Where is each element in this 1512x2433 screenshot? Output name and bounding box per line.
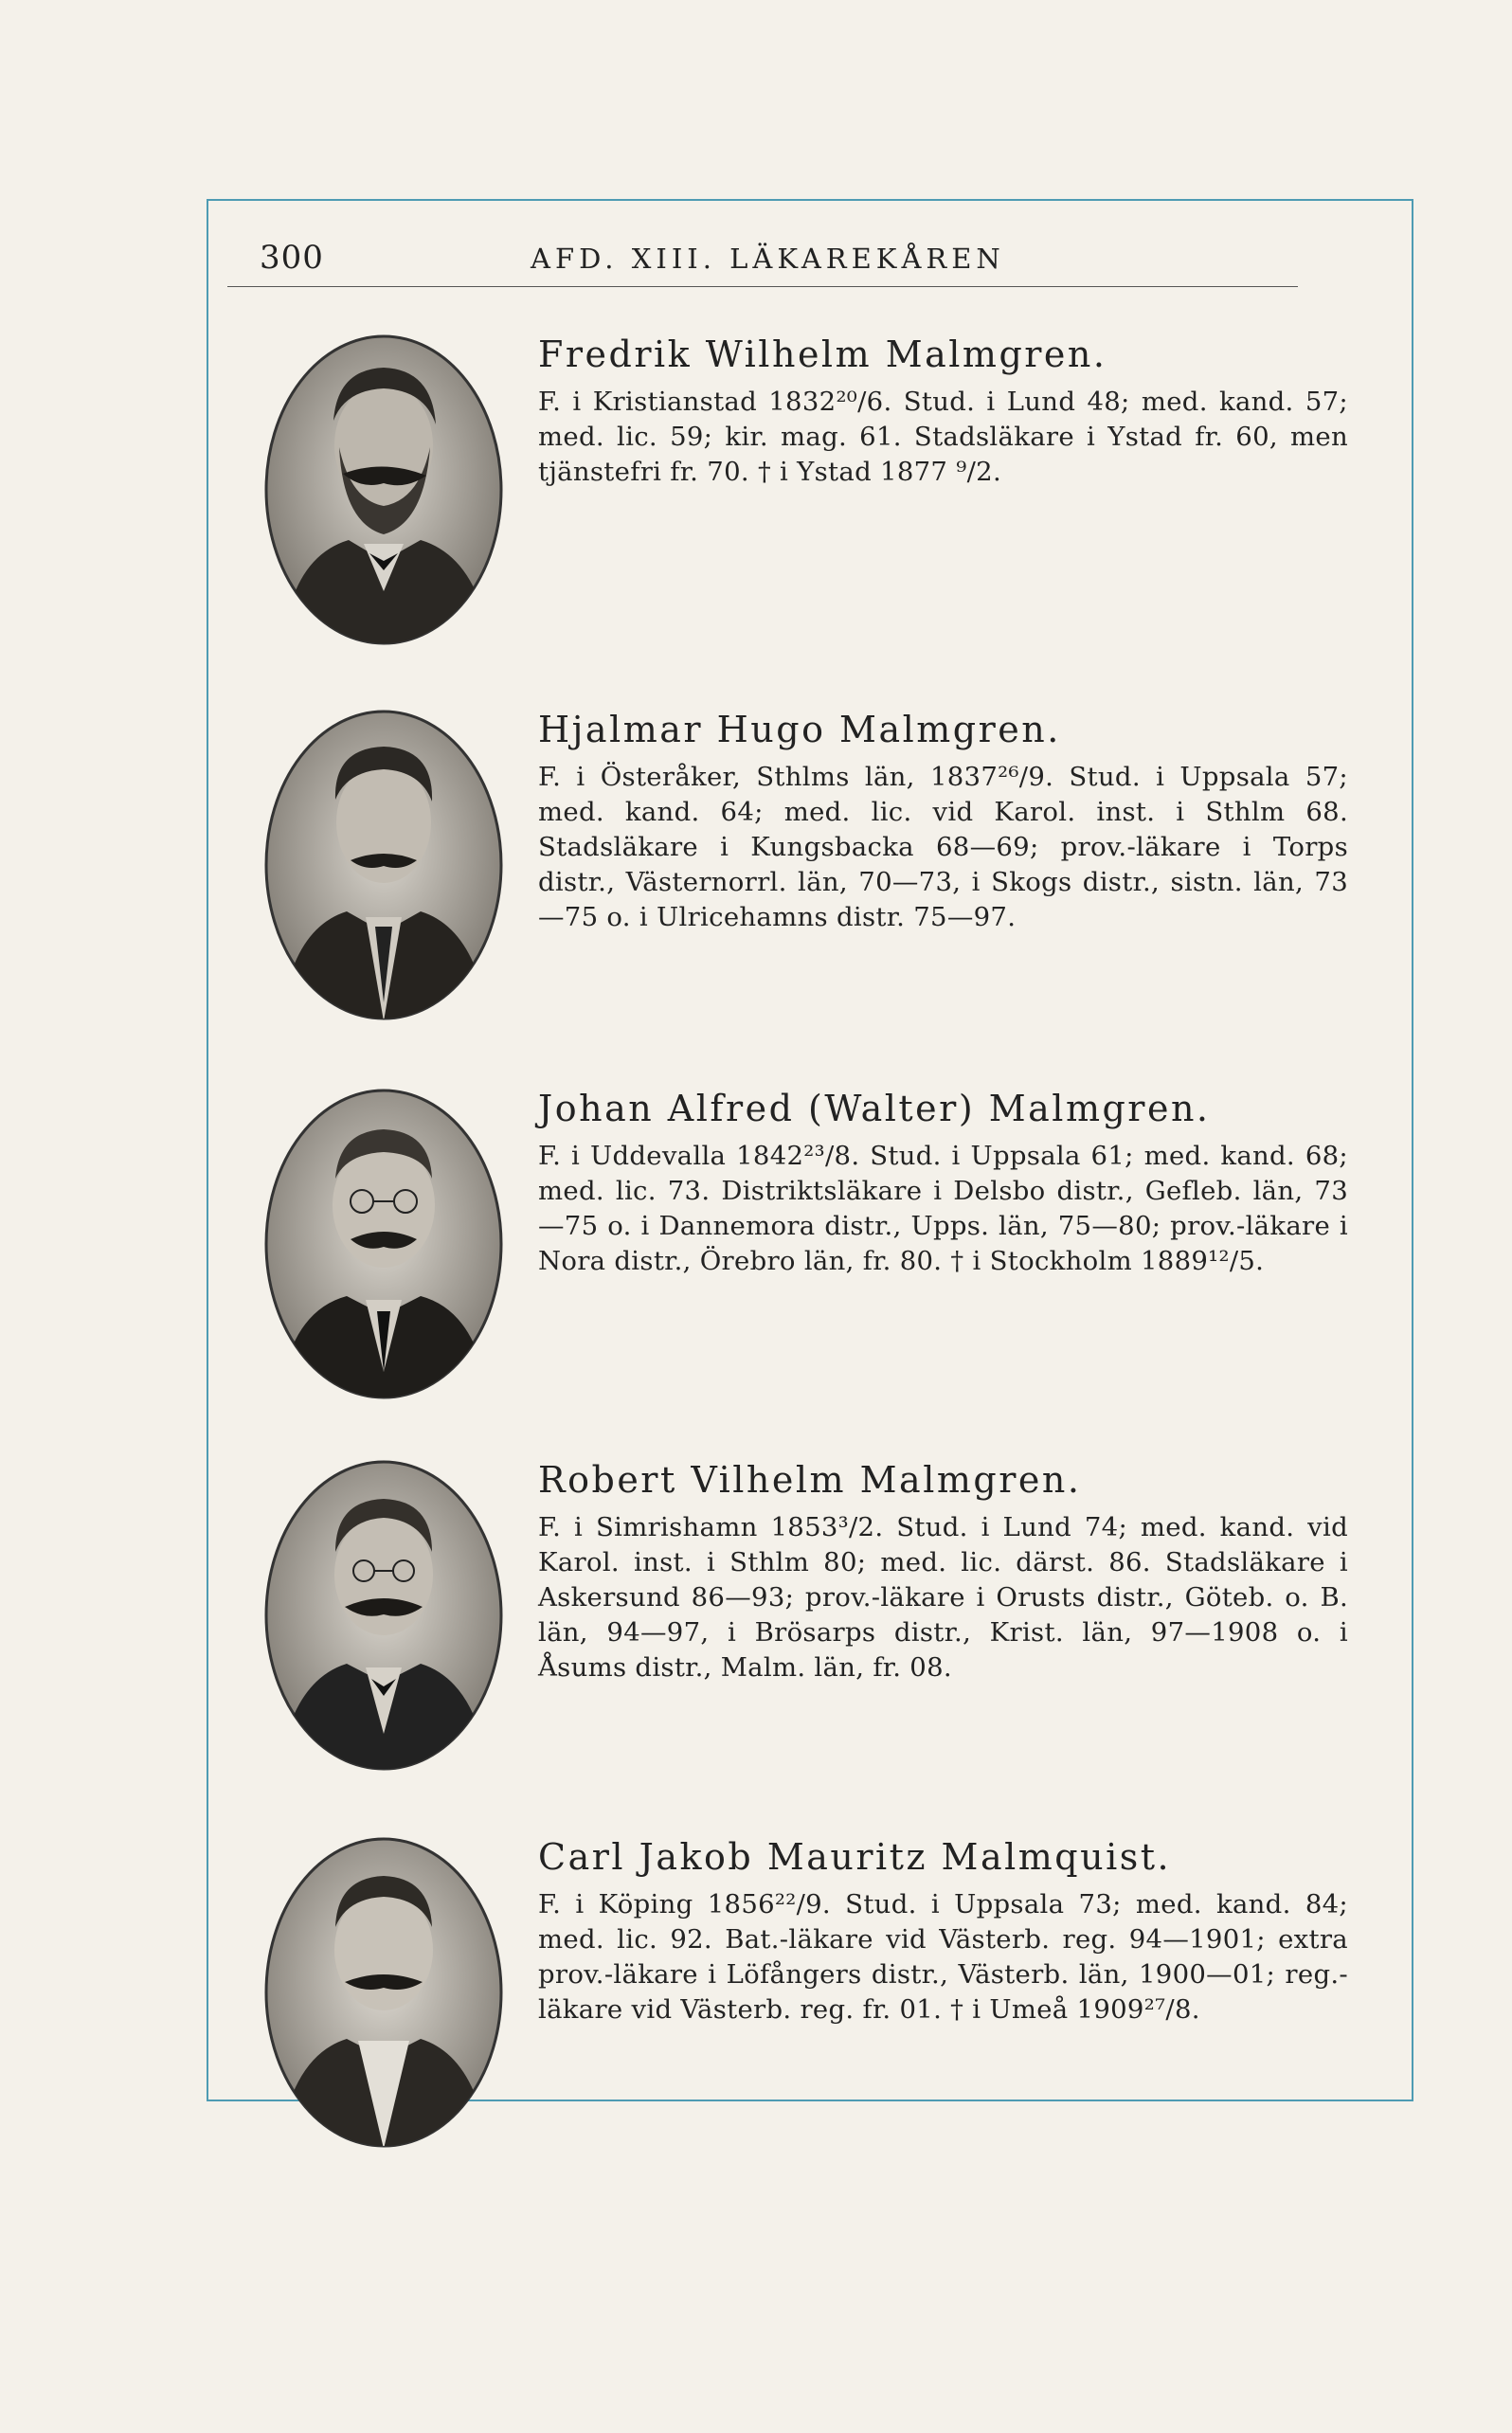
portrait-photo <box>263 1088 504 1400</box>
entry-name: Hjalmar Hugo Malmgren. <box>538 709 1061 750</box>
entry-bio: F. i Simrishamn 1853³/2. Stud. i Lund 74; med. kand. vid Karol. inst. i Sthlm 80; med. lic. därst. 86. Stadsläkare i Askersund 86—93; prov.-läkare i Orusts distr., Göteb. o. B. län, 94—97, i Brösarps distr., Krist. län, 97—1908 o. i Åsums distr., Malm. län, fr. 08. <box>538 1512 1348 1683</box>
portrait-photo <box>263 333 504 646</box>
portrait-photo <box>263 709 504 1021</box>
page-header <box>227 239 1298 287</box>
entry-bio: F. i Uddevalla 1842²³/8. Stud. i Uppsala 61; med. kand. 68; med. lic. 73. Distriktsläkare i Delsbo distr., Gefleb. län, 73—75 o. i Dannemora distr., Upps. län, 75—80; prov.-läkare i Nora distr., Örebro län, fr. 80. † i Stockholm 1889¹²/5. <box>538 1141 1348 1276</box>
portrait-photo <box>263 1836 504 2149</box>
portrait-photo <box>263 1459 504 1772</box>
entry-bio: F. i Kristianstad 1832²⁰/6. Stud. i Lund 48; med. kand. 57; med. lic. 59; kir. mag. 61. Stadsläkare i Ystad fr. 60, men tjänstefri fr. 70. † i Ystad 1877 ⁹/2. <box>538 387 1348 487</box>
entry-name: Fredrik Wilhelm Malmgren. <box>538 333 1107 375</box>
page-number: 300 <box>260 239 324 277</box>
entry-bio: F. i Österåker, Sthlms län, 1837²⁶/9. Stud. i Uppsala 57; med. kand. 64; med. lic. vid Karol. inst. i Sthlm 68. Stadsläkare i Kungsbacka 68—69; prov.-läkare i Torps distr., Västernorrl. län, 70—73, i Skogs distr., sistn. län, 73—75 o. i Ulricehamns distr. 75—97. <box>538 762 1348 932</box>
entry-name: Robert Vilhelm Malmgren. <box>538 1459 1082 1501</box>
running-title: AFD. XIII. LÄKAREKÅREN <box>531 243 1005 275</box>
entry-bio: F. i Köping 1856²²/9. Stud. i Uppsala 73; med. kand. 84; med. lic. 92. Bat.-läkare vid Västerb. reg. 94—1901; extra prov.-läkare i Löfångers distr., Västerb. län, 1900—01; reg.-läkare vid Västerb. reg. fr. 01. † i Umeå 1909²⁷/8. <box>538 1889 1348 2025</box>
entry-name: Johan Alfred (Walter) Malmgren. <box>538 1088 1211 1129</box>
entry-name: Carl Jakob Mauritz Malmquist. <box>538 1836 1172 1878</box>
